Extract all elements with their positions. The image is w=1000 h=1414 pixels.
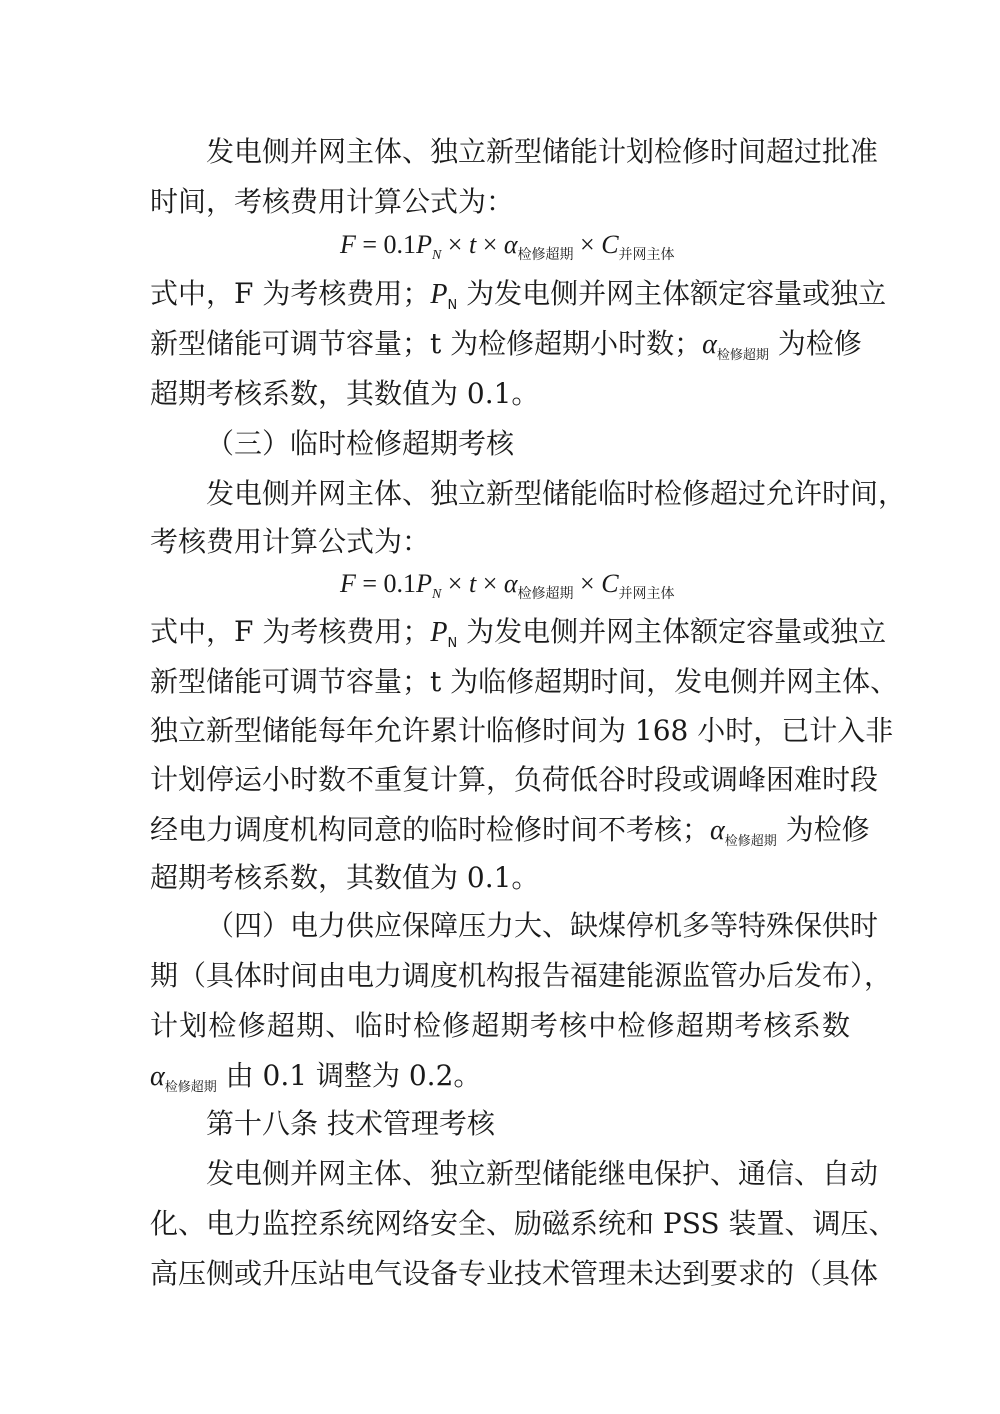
formula-symbol: C: [601, 230, 619, 259]
paragraph-line: [150, 612, 887, 652]
inline-text: 经电力调度机构同意的临时检修时间不考核；: [150, 813, 711, 846]
inline-text: 为发电侧并网主体额定容量或独立: [457, 615, 887, 648]
paragraph-line: （四）电力供应保障压力大、缺煤停机多等特殊保供时: [206, 909, 879, 942]
paragraph-line: [150, 1056, 850, 1096]
inline-subscript: 检修超期: [716, 348, 769, 363]
inline-symbol: α: [710, 815, 725, 846]
paragraph-line: [150, 810, 870, 850]
inline-text: 式中，F 为考核费用；: [150, 615, 431, 648]
paragraph-line: 考核费用计算公式为：: [150, 525, 431, 558]
inline-text: 为发电侧并网主体额定容量或独立: [457, 277, 887, 310]
formula-text: = 0.1: [355, 230, 417, 259]
formula-text: ×: [441, 230, 469, 259]
formula-symbol: P: [416, 230, 432, 259]
paragraph-line: 期（具体时间由电力调度机构报告福建能源监管办后发布），: [150, 959, 893, 992]
formula-text: ×: [573, 230, 602, 259]
inline-subscript: N: [447, 298, 458, 313]
formula-text: ×: [476, 230, 504, 259]
formula-text: = 0.1: [355, 569, 417, 598]
paragraph-line: 时间，考核费用计算公式为：: [150, 185, 515, 218]
formula-symbol: P: [416, 569, 432, 598]
paragraph-line: 超期考核系数，其数值为 0.1。: [150, 861, 540, 894]
inline-subscript: N: [447, 636, 458, 651]
paragraph-line: 发电侧并网主体、独立新型储能临时检修超过允许时间，: [206, 477, 907, 510]
inline-text: 为检修: [776, 813, 870, 846]
formula-planned-overdue: [340, 228, 760, 262]
paragraph-line: 计划停运小时数不重复计算，负荷低谷时段或调峰困难时段: [150, 763, 879, 796]
paragraph-line: 计划检修超期、临时检修超期考核中检修超期考核系数: [150, 1009, 850, 1042]
formula-symbol: F: [340, 569, 356, 598]
paragraph-line: 独立新型储能每年允许累计临修时间为 168 小时，已计入非: [150, 714, 894, 747]
paragraph-line: 发电侧并网主体、独立新型储能计划检修时间超过批准: [206, 135, 879, 168]
formula-subscript: N: [431, 248, 442, 263]
paragraph-line: 发电侧并网主体、独立新型储能继电保护、通信、自动: [206, 1157, 879, 1190]
article-heading: 第十八条 技术管理考核: [206, 1107, 495, 1140]
inline-subscript: 检修超期: [164, 1080, 217, 1095]
inline-text: 由 0.1 调整为 0.2。: [216, 1059, 482, 1092]
inline-text: 式中，F 为考核费用；: [150, 277, 431, 310]
formula-temporary-overdue: [340, 567, 760, 601]
formula-subscript: 并网主体: [618, 586, 675, 602]
inline-subscript: 检修超期: [724, 834, 777, 849]
formula-subscript: 并网主体: [618, 247, 675, 263]
paragraph-line: 新型储能可调节容量；t 为临修超期时间，发电侧并网主体、: [150, 665, 899, 698]
formula-symbol: t: [468, 230, 477, 259]
formula-text: ×: [573, 569, 602, 598]
formula-text: ×: [476, 569, 504, 598]
inline-text: 为检修: [768, 327, 862, 360]
formula-symbol: C: [601, 569, 619, 598]
paragraph-line: [150, 274, 887, 314]
formula-symbol: α: [503, 569, 518, 598]
paragraph-line: 超期考核系数，其数值为 0.1。: [150, 377, 540, 410]
inline-text: 新型储能可调节容量；t 为检修超期小时数；: [150, 327, 703, 360]
paragraph-line: 化、电力监控系统网络安全、励磁系统和 PSS 装置、调压、: [150, 1207, 897, 1240]
formula-text: ×: [441, 569, 469, 598]
inline-symbol: α: [150, 1061, 165, 1092]
inline-symbol: α: [702, 329, 717, 360]
formula-symbol: t: [468, 569, 477, 598]
inline-symbol: P: [430, 617, 448, 648]
formula-subscript: 检修超期: [517, 247, 574, 263]
formula-symbol: α: [503, 230, 518, 259]
inline-symbol: P: [430, 279, 448, 310]
formula-symbol: F: [340, 230, 356, 259]
paragraph-line: [150, 324, 862, 364]
formula-subscript: 检修超期: [517, 586, 574, 602]
formula-subscript: N: [431, 587, 442, 602]
section-heading: （三）临时检修超期考核: [206, 427, 515, 460]
paragraph-line: 高压侧或升压站电气设备专业技术管理未达到要求的（具体: [150, 1257, 879, 1290]
